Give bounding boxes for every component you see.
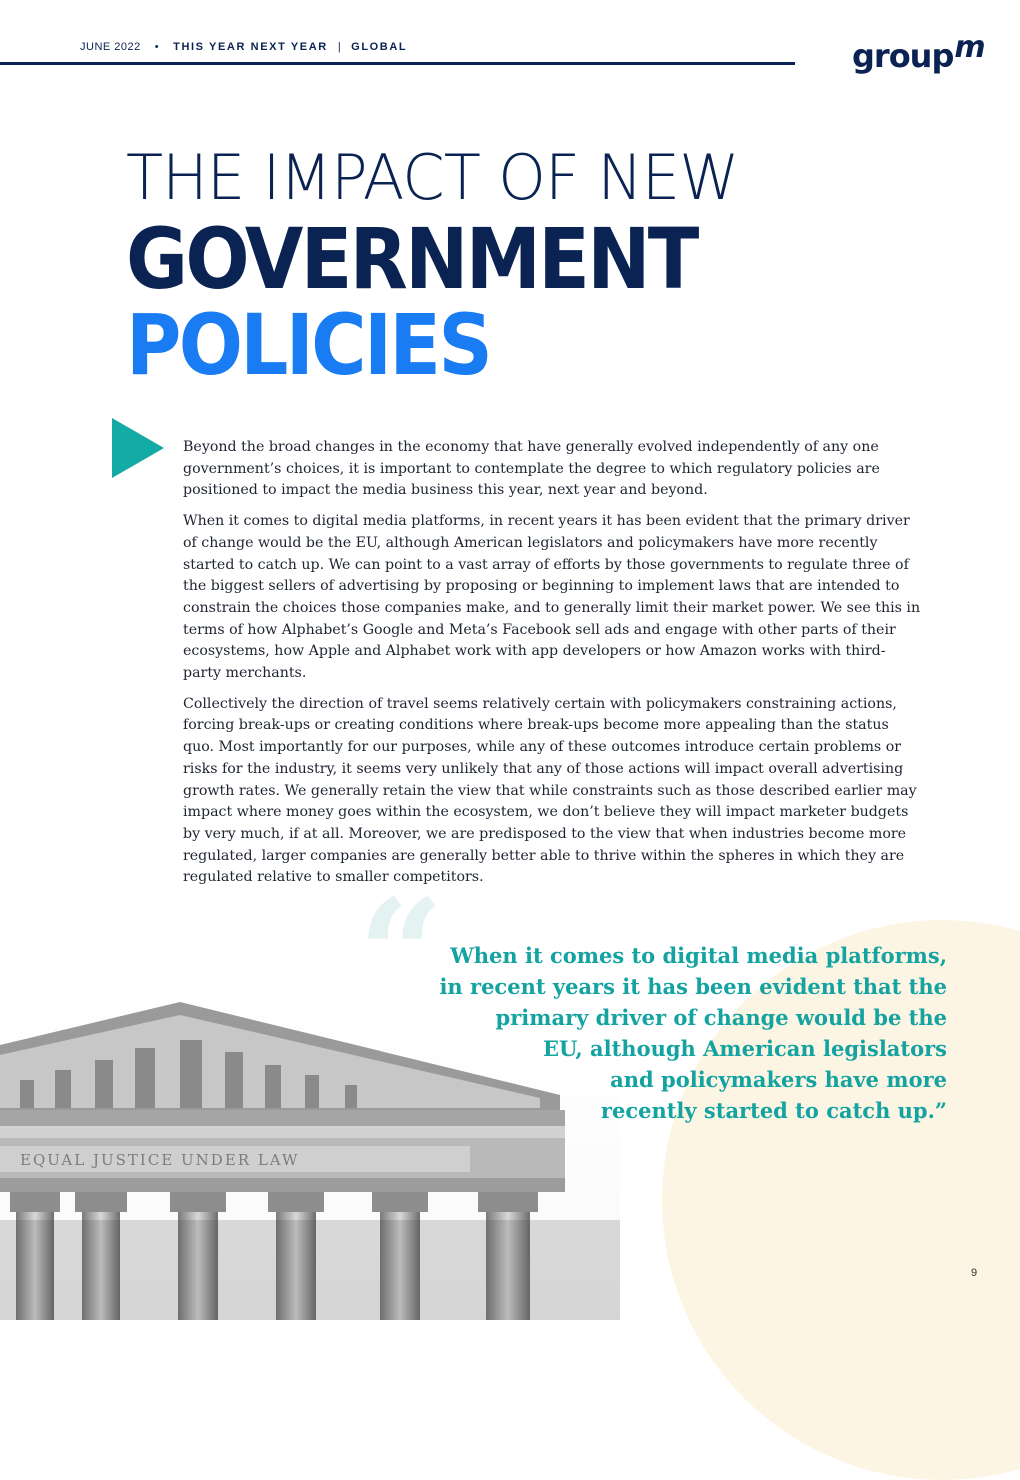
body-paragraph-1: Beyond the broad changes in the economy that have generally evolved independently of any one government’s choices, it is important to contemplate the degree to which regulatory policies are positioned to impact the media business this year, next year and beyond. xyxy=(183,439,880,499)
page-title xyxy=(126,140,760,394)
header-bar-separator: | xyxy=(337,41,342,53)
pull-quote-line: in recent years it has been evident that the xyxy=(439,974,947,999)
pull-quote-line: recently started to catch up.” xyxy=(600,1098,947,1123)
header-region: GLOBAL xyxy=(351,41,408,53)
play-arrow-icon xyxy=(112,418,164,478)
header-dot-separator: • xyxy=(154,41,160,53)
title-line-2: GOVERNMENT xyxy=(126,210,697,308)
quote-mark-icon: “ xyxy=(358,867,445,1043)
title-line-3: POLICIES xyxy=(126,296,491,394)
pull-quote-line: EU, although American legislators xyxy=(543,1036,947,1061)
pull-quote-line: and policymakers have more xyxy=(610,1067,947,1092)
logo-superscript: m xyxy=(954,30,985,65)
running-header xyxy=(80,40,407,54)
header-date: JUNE 2022 xyxy=(80,41,141,53)
title-line-1: THE IMPACT OF NEW xyxy=(126,141,739,214)
body-copy xyxy=(183,437,923,898)
logo-text: group xyxy=(852,37,954,75)
pull-quote xyxy=(387,940,947,1126)
body-paragraph-2: When it comes to digital media platforms, in recent years it has been evident that the primary driver of change would be the EU, although American legislators and policymakers have more recently started to catch up. We can point to a vast array of efforts by those governments to regulate three of the biggest sellers of advertising by proposing or beginning to implement laws that are intended to constrain the choices those companies make, and to generally limit their market power. We see this in terms of how Alphabet’s Google and Meta’s Facebook sell ads and engage with other parts of their ecosystems, how Apple and Alphabet work with app developers or how Amazon works with third-party merchants. xyxy=(183,513,921,682)
header-publication: THIS YEAR NEXT YEAR xyxy=(173,41,328,53)
pull-quote-line: primary driver of change would be the xyxy=(495,1005,947,1030)
header-rule xyxy=(0,62,795,65)
building-inscription: EQUAL JUSTICE UNDER LAW xyxy=(20,1151,300,1169)
body-paragraph-3: Collectively the direction of travel seems relatively certain with policymakers constraining actions, forcing break-ups or creating conditions where break-ups become more appealing than the status quo. Most importantly for our purposes, while any of these outcomes introduce certain problems or risks for the industry, it seems very unlikely that any of those actions will impact overall advertising growth rates. We generally retain the view that while constraints such as those described earlier may impact where money goes within the ecosystem, we don’t believe they will impact marketer budgets by very much, if at all. Moreover, we are predisposed to the view that when industries become more regulated, larger companies are generally better able to thrive within the spheres in which they are regulated relative to smaller competitors. xyxy=(183,695,917,886)
groupm-logo xyxy=(852,30,985,78)
pull-quote-line: When it comes to digital media platforms, xyxy=(450,943,947,968)
page-number: 9 xyxy=(971,1267,978,1279)
